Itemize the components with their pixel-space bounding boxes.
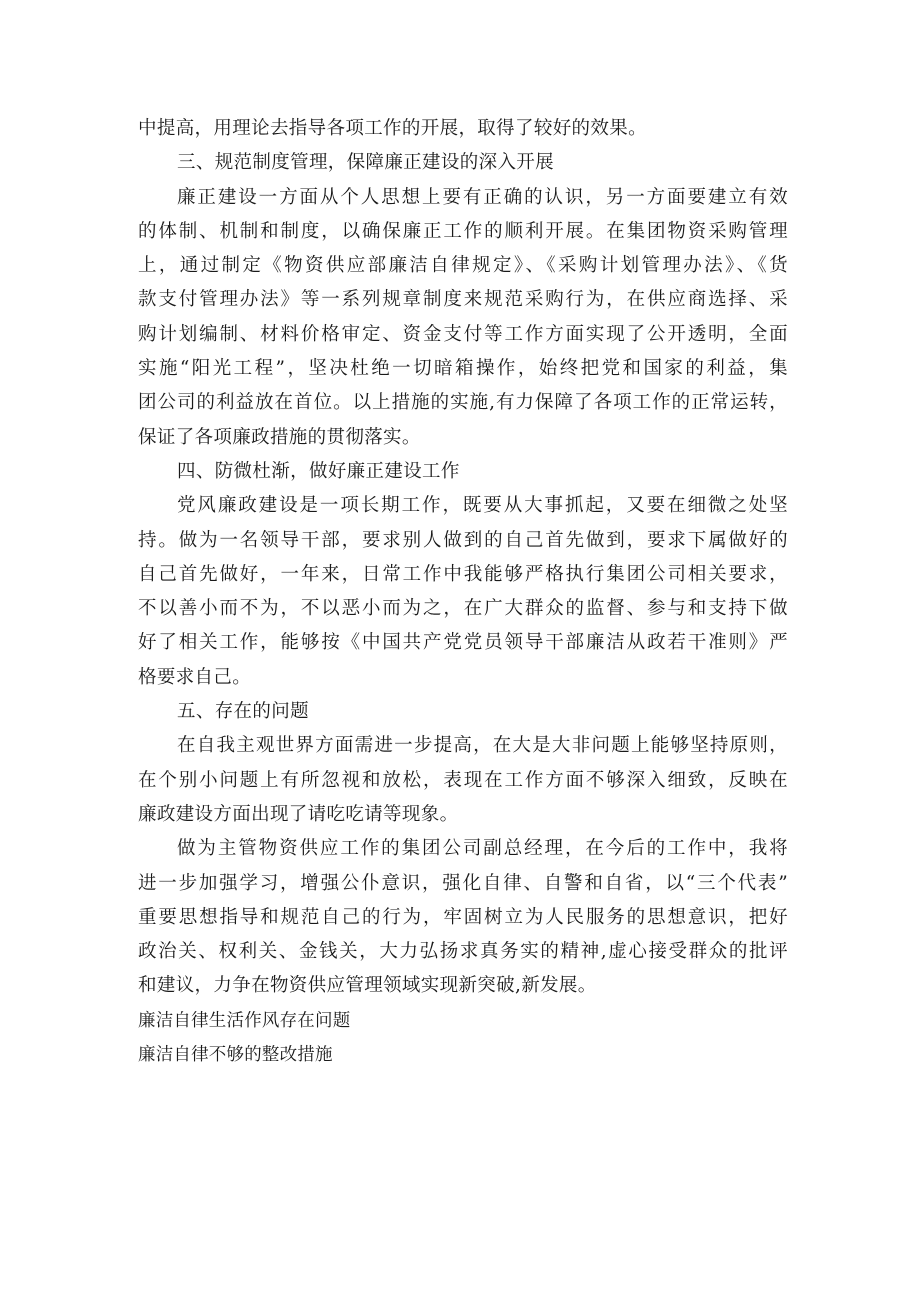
paragraph-line: 进一步加强学习，增强公仆意识，强化自律、自警和自省，以“三个代表”	[138, 872, 788, 894]
section-heading	[138, 146, 788, 180]
paragraph-line: 在自我主观世界方面需进一步提高，在大是大非问题上能够坚持原则，	[177, 735, 788, 757]
paragraph-line: 在个别小问题上有所忽视和放松，表现在工作方面不够深入细致，反映在	[138, 769, 788, 791]
paragraph-line: 保证了各项廉政措施的贯彻落实。	[138, 426, 421, 448]
paragraph-line: 重要思想指导和规范自己的行为，牢固树立为人民服务的思想意识，把好	[138, 906, 788, 928]
paragraph-line: 团公司的利益放在首位。以上措施的实施,有力保障了各项工作的正常运转，	[138, 392, 788, 414]
paragraph-line: 上，通过制定《物资供应部廉洁自律规定》、《采购计划管理办法》、《货	[138, 255, 788, 277]
heading-text: 三、规范制度管理，保障廉正建设的深入开展	[177, 152, 555, 174]
paragraph	[138, 489, 788, 695]
paragraph-line: 党风廉政建设是一项长期工作，既要从大事抓起，又要在细微之处坚	[177, 495, 788, 517]
paragraph-line: 和建议，力争在物资供应管理领域实现新突破,新发展。	[138, 975, 597, 997]
heading-text: 五、存在的问题	[177, 701, 309, 723]
paragraph	[138, 112, 788, 146]
paragraph-line: 好了相关工作，能够按《中国共产党党员领导干部廉洁从政若干准则》严	[138, 632, 788, 654]
paragraph-line: 政治关、权利关、金钱关，大力弘扬求真务实的精神,虚心接受群众的批评	[138, 941, 788, 963]
paragraph-line: 款支付管理办法》等一系列规章制度来规范采购行为，在供应商选择、采	[138, 289, 788, 311]
paragraph-line: 自己首先做好，一年来，日常工作中我能够严格执行集团公司相关要求，	[138, 563, 788, 585]
paragraph-line: 做为主管物资供应工作的集团公司副总经理，在今后的工作中，我将	[177, 838, 788, 860]
paragraph	[138, 729, 788, 832]
section-heading	[138, 455, 788, 489]
heading-text: 四、防微杜渐，做好廉正建设工作	[177, 460, 460, 482]
document-page	[138, 112, 788, 1072]
paragraph-line: 持。做为一名领导干部，要求别人做到的自己首先做到，要求下属做好的	[138, 529, 788, 551]
paragraph-line: 实施“阳光工程”，坚决杜绝一切暗箱操作，始终把党和国家的利益，集	[138, 358, 788, 380]
paragraph-line: 廉政建设方面出现了请吃吃请等现象。	[138, 803, 459, 825]
paragraph-line: 廉正建设一方面从个人思想上要有正确的认识，另一方面要建立有效	[177, 186, 788, 208]
paragraph-line: 格要求自己。	[138, 666, 252, 688]
paragraph-line: 中提高，用理论去指导各项工作的开展，取得了较好的效果。	[138, 118, 647, 139]
related-article-link[interactable]: 廉洁自律不够的整改措施	[138, 1045, 333, 1066]
section-heading	[138, 695, 788, 729]
related-article-link[interactable]: 廉洁自律生活作风存在问题	[138, 1010, 351, 1031]
paragraph-line: 购计划编制、材料价格审定、资金支付等工作方面实现了公开透明，全面	[138, 323, 788, 345]
paragraph	[138, 181, 788, 455]
paragraph-line: 的体制、机制和制度，以确保廉正工作的顺利开展。在集团物资采购管理	[138, 220, 788, 242]
paragraph	[138, 832, 788, 1003]
paragraph-line: 不以善小而不为，不以恶小而为之，在广大群众的监督、参与和支持下做	[138, 598, 788, 620]
